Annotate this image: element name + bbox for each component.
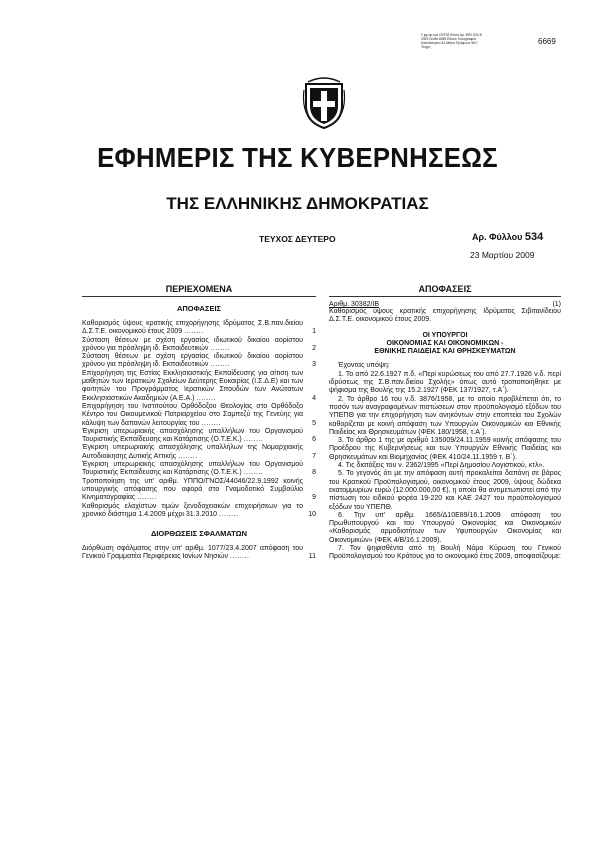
sheet-number-value: 534 <box>524 231 544 243</box>
gazette-title: ΕΦΗΜΕΡΙΣ ΤΗΣ ΚΥΒΕΡΝΗΣΕΩΣ <box>97 142 498 173</box>
contents-item <box>82 461 316 478</box>
decision-reference <box>329 301 561 308</box>
sheet-label: Αρ. Φύλλου <box>472 232 523 242</box>
contents-item-text: Έγκριση υπερωριακής απασχόλησης υπαλλήλων της Νομαρχιακής Αυτοδιοίκησης Δυτικής Αττικής <box>82 444 303 460</box>
contents-item-text: Καθορισμός ελαχίστων τιμών ξενοδοχειακών επιχειρήσεων για το χρονικό διάστημα 1.4.2009 μέχρι 31.3.2010 <box>82 502 303 518</box>
decisions-subheading: ΑΠΟΦΑΣΕΙΣ <box>176 304 222 313</box>
contents-item-page: 10 <box>308 510 316 518</box>
contents-heading: ΠΕΡΙΕΧΟΜΕΝΑ <box>165 284 233 294</box>
leader-dots: ........ <box>196 394 216 402</box>
contents-item-page: 2 <box>312 344 316 352</box>
ministry-line: ΟΙΚΟΝΟΜΙΑΣ ΚΑΙ ΟΙΚΟΝΟΜΙΚΩΝ - <box>386 339 504 347</box>
gazette-subtitle: ΤΗΣ ΕΛΛΗΝΙΚΗΣ ΔΗΜΟΚΡΑΤΙΑΣ <box>166 194 429 213</box>
contents-item <box>82 444 316 461</box>
decision-paragraph: 5. Το γεγονός ότι με την απόφαση αυτή προκαλείται δαπάνη σε βάρος του Κρατικού Προϋπολογισμού, οικονομικού έτους 2009, ύψους δώδεκα εκατομμυρίων ευρώ (12.000.000,00 €), η οποία θα αντιμετωπιστεί από την πίστωση του ειδικού φορέα 19-220 και ΚΑΕ 2427 του προϋπολογισμού εξόδων του ΥΠΕΠΘ. <box>329 470 561 511</box>
contents-item-text: Διόρθωση σφάλματος στην υπ' αριθμ. 1077/23.4.2007 απόφαση του Γενικού Γραμματέα Περιφέρειας Ιονίων Νησιών <box>82 545 303 561</box>
decision-ref-number: (1) <box>552 301 561 308</box>
leader-dots: ........ <box>243 469 264 477</box>
leader-dots: ........ <box>137 494 157 502</box>
contents-item-text: Έγκριση υπερωριακής απασχόλησης υπαλλήλων του Οργανισμού Τουριστικής Εκπαίδευσης και Κατάρτισης (Ο.Τ.Ε.Κ.) <box>82 461 303 477</box>
contents-item-text: Τροποποίηση της υπ' αριθμ. ΥΠΠΟ/ΓΝΟΣ/44046/22.9.1992 κοινής υπουργικής απόφασης που αφορά στο Γναμοδοτικό Συμβούλιο Κινηματογραφίας <box>82 477 303 502</box>
decision-body <box>329 362 561 561</box>
decision-paragraph: Έχοντας υπόψη: <box>338 362 390 370</box>
contents-item-page: 9 <box>312 494 316 502</box>
decision-paragraph: 3. Το άρθρο 1 της με αριθμό 135009/24.11.1959 κοινής απόφασης του Προέδρου της Κυβερνήσεως και των Υπουργών Εθνικής Παιδείας και Θρησκευμάτων και Βιομηχανίας (ΦΕΚ 410/24.11.1959 τ. Β΄). <box>329 437 561 461</box>
issue-label: ΤΕΥΧΟΣ ΔΕΥΤΕΡΟ <box>259 234 336 244</box>
contents-item-page: 7 <box>312 452 316 460</box>
contents-item-page: 6 <box>312 436 316 444</box>
corrections-heading: ΔΙΟΡΘΩΣΕΙΣ ΣΦΑΛΜΑΤΩΝ <box>150 529 248 539</box>
contents-item-text: Επιχορήγηση του Ινστιτούτου Ορθόδοξου Θεολογίας στο Ορθόδοξο Κέντρο του Οικουμενικού Πατριαρχείου στο Σαμπεζύ της Γενεύης για κάλυψη των δαπανών λειτουργίας του <box>82 402 303 427</box>
decisions-heading: ΑΠΟΦΑΣΕΙΣ <box>418 284 472 294</box>
decision-paragraph: 7. Τον ψηφισθέντα από τη Βουλή Νόμο Κύρωση του Γενικού Προϋπολογισμού του Κράτους για το οικονομικό έτος 2009, αποφασίζουμε: <box>329 545 561 561</box>
ministry-line: ΟΙ ΥΠΟΥΡΓΟΙ <box>422 331 468 339</box>
ministry-line: ΕΘΝΙΚΗΣ ΠΑΙΔΕΙΑΣ ΚΑΙ ΘΡΗΣΚΕΥΜΑΤΩΝ <box>374 348 516 356</box>
contents-item <box>82 353 316 370</box>
contents-item <box>82 503 316 520</box>
contents-item-page: 5 <box>312 419 316 427</box>
contents-item-page: 4 <box>312 394 316 402</box>
contents-item-page: 8 <box>312 469 316 477</box>
decision-title: Καθορισμός ύψους κρατικής επιχορήγησης Ιδρύματος Σιβιτανίδειου Δ.Σ.Τ.Ε. οικονομικού έτους 2009. <box>329 308 561 324</box>
decision-paragraph: 4. Τις διατάξεις του ν. 2362/1995 «Περί Δημοσίου Λογιστικού, κτλ». <box>338 462 545 470</box>
issue-date: 23 Μαρτίου 2009 <box>470 250 535 260</box>
contents-item-text: Καθορισμός ύψους κρατικής επιχορήγησης Ιδρύματος Σ.Β.παν.διείου Δ.Σ.Τ.Ε. οικονομικού έτους 2009 <box>82 320 303 336</box>
corrections-list <box>82 545 316 562</box>
contents-item <box>82 403 316 428</box>
divider <box>329 296 561 297</box>
leader-dots: ........ <box>218 510 239 518</box>
divider <box>82 296 316 297</box>
leader-dots: ........ <box>178 452 198 460</box>
contents-item-text: Σύσταση θέσεων με σχέση εργασίας ιδιωτικού δικαίου αορίστου χρόνου για πρόσληψη ιδ. Εκπαιδευτικών <box>82 336 303 352</box>
contents-column <box>82 284 316 562</box>
decisions-column <box>329 284 561 562</box>
contents-item <box>82 320 316 337</box>
contents-item-text: Έγκριση υπερωριακής απασχόλησης υπαλλήλων του Οργανισμού Τουριστικής Εκπαίδευσης και Κατάρτισης (Ο.Τ.Ε.Κ.) <box>82 427 303 444</box>
leader-dots: ........ <box>201 419 222 427</box>
page-number: 6669 <box>538 37 556 46</box>
reference-block: Σ φρ αμ ευσ ΩΥΡΓΑ Φύλλο Αρ. ΦΕΚ 534 Β 2009 Σελίδα 6669 Εθνικό Τυπογραφείο Καποδιστρίου 34 Αθήνα Τηλέφωνο ΦΑΞ Τεύχος <box>421 33 482 49</box>
leader-dots: ........ <box>210 344 230 352</box>
leader-dots: ........ <box>184 328 204 336</box>
sheet-number <box>472 231 543 243</box>
contents-item <box>82 478 316 503</box>
contents-item <box>82 370 316 403</box>
contents-item-text: Σύσταση θέσεων με σχέση εργασίας ιδιωτικού δικαίου αορίστου χρόνου για πρόσληψη ιδ. Εκπαιδευτικών <box>82 353 303 369</box>
leader-dots: ........ <box>210 361 230 369</box>
leader-dots: ........ <box>243 436 264 444</box>
contents-item-text: Επιχορήγηση της Εστίας Εκκλησιαστικής Εκπαίδευσης για σίτιση των μαθητών των Ιερατικών Σχολείων Δεύτερης Ευκαιρίας (Ι.Σ.Δ.Ε) και των φοιτητών του Προγράμματος Ιερατικών Σπουδών των Ανώτατων Εκκλησιαστικών Ακαδημιών (Α.Ε.Α.) <box>82 369 303 402</box>
decision-paragraph: 6. Την υπ' αριθμ. 1665/Δ10Ε89/16.1.2009 απόφαση του Πρωθυπουργού και του Υπουργού Οικονομίας και Οικονομικών «Καθορισμός αρμοδιοτήτων των Υφυπουργών Οικονομίας και Οικονομικών» (ΦΕΚ 4/Β/16.1.2009). <box>329 511 561 544</box>
greek-coat-of-arms-icon <box>302 76 346 130</box>
decision-paragraph: 1. Το από 22.6.1927 π.δ. «Περί κυρώσεως του από 27.7.1926 ν.δ. περί ιδρύσεως της Σ.Β.παν.διείου Σχολής» όπως αυτό τροποποιήθηκε με ψήφισμα της Βουλής της 15.2.1927 (ΦΕΚ 137/1927, τ.Α΄). <box>329 370 561 395</box>
contents-item <box>82 337 316 354</box>
contents-item-page: 1 <box>312 328 316 336</box>
ministry-heading <box>329 332 561 357</box>
contents-item <box>82 428 316 445</box>
contents-item-page: 11 <box>308 553 316 561</box>
contents-list <box>82 320 316 519</box>
contents-item <box>82 545 316 562</box>
leader-dots: ........ <box>229 553 250 561</box>
decision-paragraph: 2. Το άρθρο 16 του ν.δ. 3876/1958, με το οποίο προβλέπεται ότι, το ποσόν των αναγραφομένων πιστώσεων στον προϋπολογισμό εξόδων του ΥΠΕΠΘ για την επιχορήγηση των ανηκόντων στην εποπτεία του Σχολών καθορίζεται με κοινή απόφαση των Υπουργών Οικονομικών και Εθνικής Παιδείας και Θρησκευμάτων (ΦΕΚ 180/1958, τ.Α΄). <box>329 395 561 436</box>
decision-ref: Αριθμ. 30382/ΙΒ <box>329 301 380 308</box>
contents-item-page: 3 <box>312 361 316 369</box>
